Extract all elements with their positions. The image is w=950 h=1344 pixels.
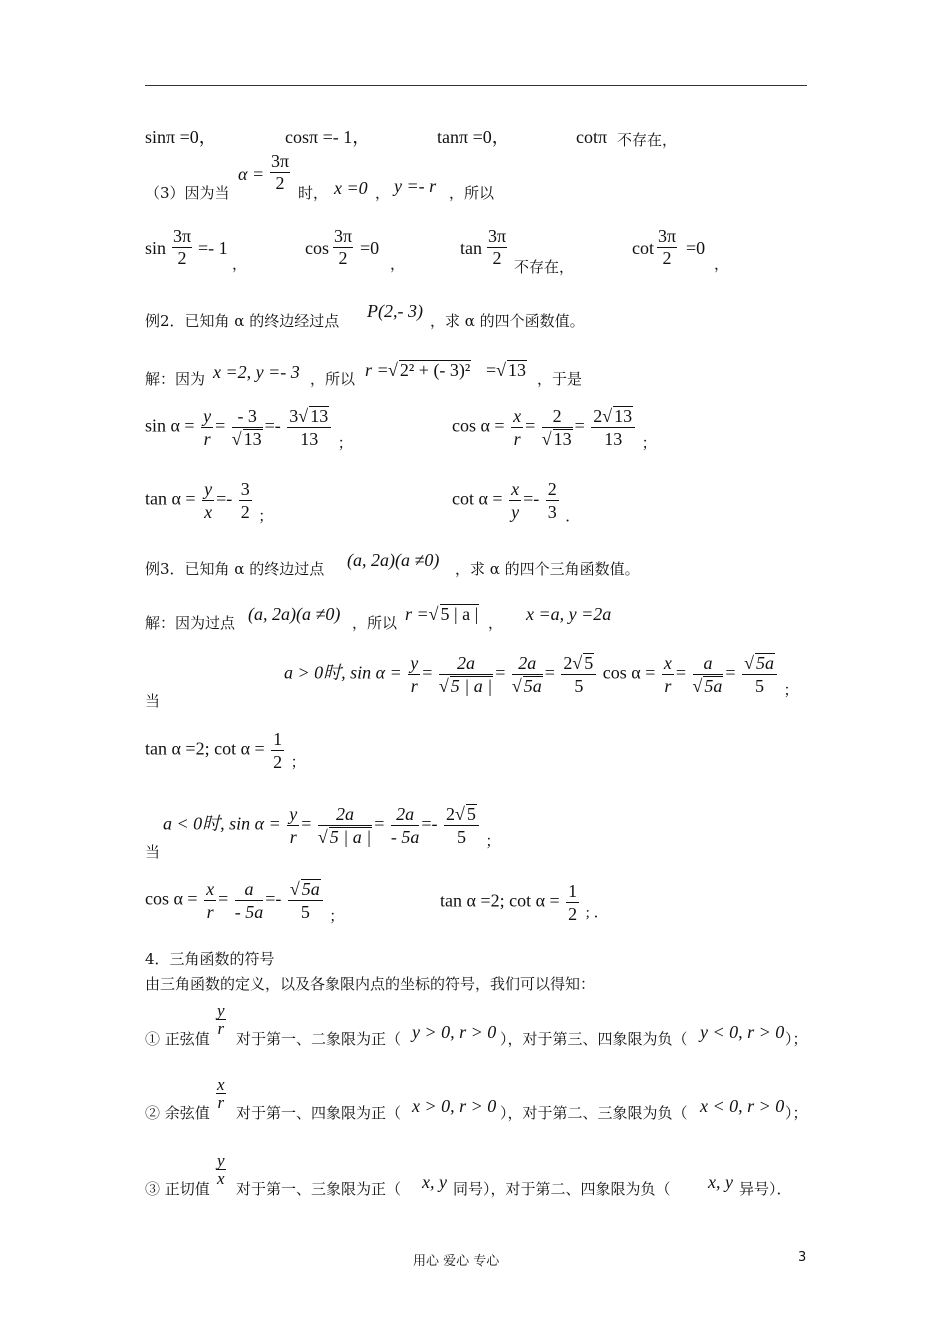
when-text: 时， (298, 184, 329, 202)
alpha-eq: α = (238, 164, 265, 184)
footer-motto: 用心 爱心 专心 (413, 1254, 500, 1269)
comma: ， (714, 255, 730, 273)
case-neg-tan-cot: tan α =2; cot α = $\frac{1}{2}$ $_{; .}$ (440, 881, 609, 924)
sign-text-2: 同号），对于第二、四象限为负（ (453, 1180, 671, 1198)
comma: ， (375, 184, 391, 202)
cos-pi: cosπ =- 1， (285, 127, 371, 147)
frac-a-neg-sqrt5a: $\frac{a}{- 5a}$ (234, 879, 264, 922)
solution-3-point: (a, 2a)(a ≠0) (248, 604, 341, 624)
cos-result: =0 (360, 238, 380, 258)
frac-2a-sqrt5a-b: $\frac{2a}{√ 5a}$ (511, 653, 542, 696)
case-pos-cond: a > 0时, sin α = (284, 662, 402, 683)
tan-alpha-lhs: tan α = (145, 488, 196, 509)
cos-value-row: cos α = $\frac{x}{r}$ = $\frac{2}{√ 13}$ = $\frac{2√ 13}{13}$ $_;$ (452, 406, 657, 452)
frac-sqrt5a-5: $\frac{√ 5a}{5}$ (288, 878, 323, 923)
cot-pi-text: 不存在， (617, 131, 678, 149)
frac-x-r: $\frac{x}{r}$ (217, 1075, 225, 1112)
cot-alpha-lhs: cot α = (452, 488, 503, 509)
example-2-suffix: ，求 α 的四个函数值。 (430, 312, 585, 330)
sign-cond-same: x, y (422, 1172, 447, 1192)
tan-cot-eq: tan α =2; cot α = (145, 738, 265, 759)
sign-text-2: ），对于第二、三象限为负（ (500, 1104, 688, 1122)
case-neg-cond: a < 0时, sin α = (163, 813, 281, 834)
tan-frac: $\frac{3\pi}{2}$ (488, 226, 507, 268)
tan-fn: tan (460, 238, 482, 258)
cot-frac: $\frac{3\pi}{2}$ (658, 226, 677, 268)
cot-pi: cotπ (576, 127, 608, 147)
cos-frac: $\frac{3\pi}{2}$ (334, 226, 353, 268)
sign-text-3: 异号）． (739, 1180, 792, 1198)
x-zero: x =0 (334, 178, 368, 198)
frac-y-x: $\frac{y}{x}$ (204, 479, 213, 522)
header-rule (145, 85, 807, 86)
three-pi-over-two: $\frac{3\pi}{2}$ (271, 151, 290, 193)
section-4-intro: 由三角函数的定义，以及各象限内点的坐标的符号，我们可以得知： (145, 975, 596, 993)
frac-x-r: $\frac{x}{r}$ (513, 406, 522, 449)
r-radical: √ 2² + (- 3)² (388, 360, 471, 380)
sin-value-row: sin α = $\frac{y}{r}$ = $\frac{- 3}{√ 13}$ =- $\frac{3√ 13}{13}$ $_;$ (145, 406, 353, 452)
when-pos: 当 (145, 692, 161, 710)
sign-cond-pos: x > 0, r > 0 (412, 1096, 497, 1116)
solution-2-suffix: ，于是 (537, 370, 583, 388)
frac-sqrt5a-5: $\frac{√ 5a}{5}$ (742, 652, 777, 697)
solution-2-mid: ，所以 (310, 370, 356, 388)
frac-1-2: $\frac{1}{2}$ (568, 881, 578, 924)
case-neg-sin-row: a < 0时, sin α = $\frac{y}{r}$ = $\frac{2a}{√ 5 | a |}$ = $\frac{2a}{- 5a}$ =- $\frac{2√ 5}{5}$ $_;$ (163, 804, 501, 850)
sin-frac: $\frac{3\pi}{2}$ (173, 226, 192, 268)
sign-cond-diff: x, y (708, 1172, 733, 1192)
sign-cond-neg: y < 0, r > 0 (700, 1022, 785, 1042)
sin-pi: sinπ =0， (145, 127, 217, 147)
so-text: ，所以 (449, 184, 495, 202)
sign-text-1: 对于第一、二象限为正（ (236, 1030, 402, 1048)
sign-text-3: ）； (785, 1030, 808, 1048)
y-neg-r: y =- r (394, 176, 437, 196)
sin-result: =- 1 (198, 238, 228, 258)
example-3-suffix: ，求 α 的四个三角函数值。 (455, 560, 640, 578)
sign-label: ① 正弦值 (145, 1030, 210, 1048)
frac-y-r: $\frac{y}{r}$ (289, 804, 298, 847)
solution-3-prefix: 解：因为过点 (145, 614, 236, 632)
example-2-point: P(2,- 3) (367, 301, 423, 321)
frac-x-r: $\frac{x}{r}$ (663, 653, 672, 696)
frac-3sqrt13-13: $\frac{3√ 13}{13}$ (287, 405, 331, 450)
sin-alpha-lhs: sin α = (145, 415, 195, 436)
x-a-y-2a: x =a, y =2a (526, 604, 612, 624)
frac-a-sqrt5a: $\frac{a}{√ 5a}$ (692, 653, 723, 696)
sign-cond-pos: y > 0, r > 0 (412, 1022, 497, 1042)
cos-alpha-lhs: cos α = (145, 888, 198, 909)
frac-2a-neg-sqrt5a: $\frac{2a}{- 5a}$ (390, 804, 420, 847)
sign-cond-neg: x < 0, r > 0 (700, 1096, 785, 1116)
case-pos-sin-row: a > 0时, sin α = $\frac{y}{r}$ = $\frac{2a}{√ 5 | a |}$ = $\frac{2a}{√ 5a}$ = $\frac{2√ 5}{5}$ cos α = $\frac{x}{r}$ = $\frac{a}{√ 5a}$ = $\frac{√ 5a}{5}$ $_;$ (284, 653, 799, 699)
case-pos-tan-cot: tan α =2; cot α = $\frac{1}{2}$ $_;$ (145, 729, 306, 772)
frac-2-3: $\frac{2}{3}$ (547, 479, 557, 522)
tan-value-row: tan α = $\frac{y}{x}$ =- $\frac{3}{2}$ $_;$ (145, 479, 274, 525)
tan-cot-eq: tan α =2; cot α = (440, 890, 560, 911)
comma: ， (232, 255, 248, 273)
sin-fn: sin (145, 238, 167, 258)
cos-fn: cos (305, 238, 329, 258)
sign-text-2: ），对于第三、四象限为负（ (500, 1030, 688, 1048)
r-eq: r = (365, 360, 389, 380)
sign-text-3: ）； (785, 1104, 808, 1122)
cot-fn: cot (632, 238, 654, 258)
frac-2sqrt13-13: $\frac{2√ 13}{13}$ (591, 405, 635, 450)
solution-3-mid: ，所以 (352, 614, 398, 632)
example-2-prefix: 例2．已知角 α 的终边经过点 (145, 312, 340, 330)
example-3-prefix: 例3．已知角 α 的终边过点 (145, 560, 325, 578)
solution-2-prefix: 解：因为 (145, 370, 206, 388)
sign-text-1: 对于第一、三象限为正（ (236, 1180, 402, 1198)
frac-y-x: $\frac{y}{x}$ (217, 1151, 225, 1188)
page-number: 3 (798, 1250, 807, 1265)
r-eq2: =√ 13 (486, 360, 527, 380)
when-neg: 当 (145, 843, 161, 861)
comma: ， (390, 255, 406, 273)
frac-2a-sqrt5abs: $\frac{2a}{√ 5 | a |}$ (317, 804, 372, 847)
frac-x-r: $\frac{x}{r}$ (206, 879, 215, 922)
cot-result: =0 (686, 238, 706, 258)
frac-2sqrt5-5: $\frac{2√ 5}{5}$ (561, 652, 596, 697)
sign-label: ② 余弦值 (145, 1104, 210, 1122)
frac-2-sqrt13: $\frac{2}{√ 13}$ (541, 406, 572, 449)
comma: ， (488, 614, 504, 632)
tan-pi: tanπ =0， (437, 127, 510, 147)
sign-label: ③ 正切值 (145, 1180, 210, 1198)
case-3-prefix: （3）因为当 (145, 184, 230, 202)
tan-undefined: 不存在， (514, 258, 575, 276)
frac-neg3-sqrt13: $\frac{- 3}{√ 13}$ (231, 406, 262, 449)
frac-y-r: $\frac{y}{r}$ (410, 653, 419, 696)
example-3-point: (a, 2a)(a ≠0) (347, 550, 440, 570)
case-neg-cos-row: cos α = $\frac{x}{r}$ = $\frac{a}{- 5a}$ =- $\frac{√ 5a}{5}$ $_;$ (145, 879, 345, 925)
cos-alpha-lhs: cos α = (602, 662, 656, 683)
frac-y-r: $\frac{y}{r}$ (217, 1001, 225, 1038)
cot-value-row: cot α = $\frac{x}{y}$ =- $\frac{2}{3}$ $_.$ (452, 479, 581, 525)
frac-y-r: $\frac{y}{r}$ (203, 406, 212, 449)
frac-2a-sqrt5a: $\frac{2a}{√ 5 | a |}$ (438, 653, 493, 696)
cos-alpha-lhs: cos α = (452, 415, 505, 436)
frac-1-2: $\frac{1}{2}$ (273, 729, 283, 772)
frac-x-y: $\frac{x}{y}$ (511, 479, 520, 522)
frac-3-2: $\frac{3}{2}$ (240, 479, 250, 522)
sign-text-1: 对于第一、四象限为正（ (236, 1104, 402, 1122)
frac-2sqrt5-5: $\frac{2√ 5}{5}$ (444, 803, 479, 848)
section-4-title: 4．三角函数的符号 (145, 950, 275, 968)
solution-2-xy: x =2, y =- 3 (213, 362, 300, 382)
r-eq-a: r =√ 5 | a | (405, 604, 479, 624)
